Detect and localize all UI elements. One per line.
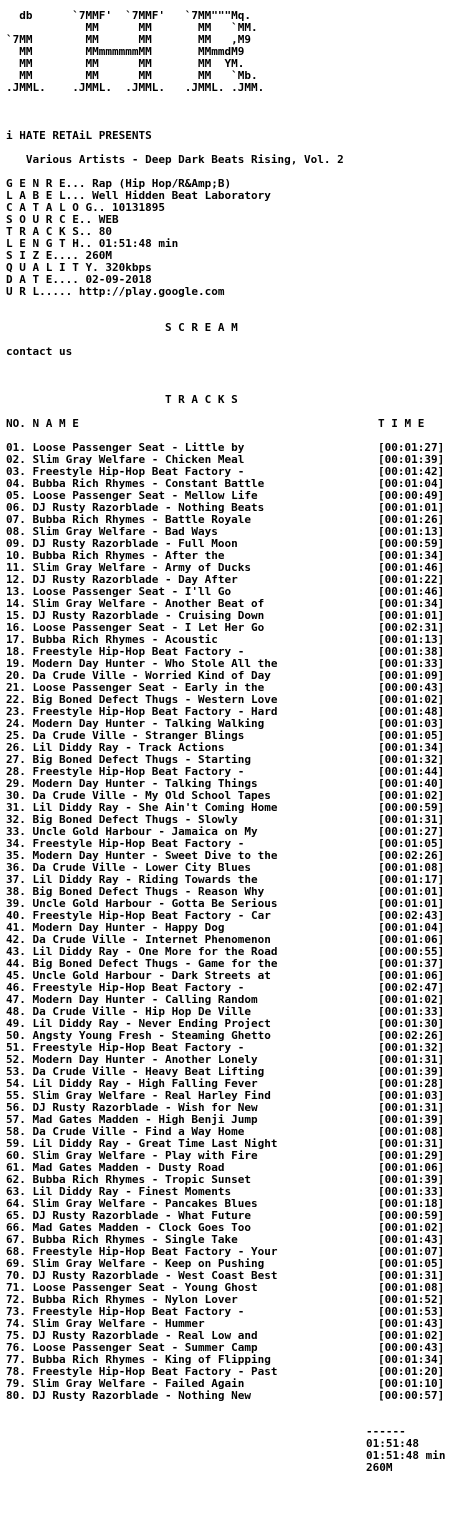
- track-time: [00:01:33]: [378, 1186, 445, 1198]
- track-time: [00:01:02]: [378, 994, 445, 1006]
- track-row: [6, 718, 472, 730]
- track-row: [6, 1246, 472, 1258]
- track-row: [6, 598, 472, 610]
- track-name: 56. DJ Rusty Razorblade - Wish for New: [6, 1102, 258, 1114]
- track-row: [6, 1030, 472, 1042]
- track-row: [6, 1114, 472, 1126]
- track-time: [00:01:48]: [378, 706, 445, 718]
- release-title: Various Artists - Deep Dark Beats Rising, Vol. 2: [6, 153, 344, 166]
- track-time: [00:01:05]: [378, 838, 445, 850]
- track-time: [00:01:04]: [378, 478, 445, 490]
- track-name: 68. Freestyle Hip-Hop Beat Factory - Your: [6, 1246, 278, 1258]
- track-time: [00:01:31]: [378, 814, 445, 826]
- track-row: [6, 574, 472, 586]
- track-name: 25. Da Crude Ville - Stranger Blings: [6, 730, 245, 742]
- track-row: [6, 658, 472, 670]
- track-time: [00:01:10]: [378, 1378, 445, 1390]
- track-row: [6, 922, 472, 934]
- track-name: 53. Da Crude Ville - Heavy Beat Lifting: [6, 1066, 265, 1078]
- track-time: [00:01:33]: [378, 1006, 445, 1018]
- track-time: [00:01:22]: [378, 574, 445, 586]
- track-time: [00:01:39]: [378, 1066, 445, 1078]
- total-size: 260M: [366, 1461, 393, 1474]
- track-row: [6, 1126, 472, 1138]
- track-name: 06. DJ Rusty Razorblade - Nothing Beats: [6, 502, 265, 514]
- track-row: [6, 994, 472, 1006]
- track-row: [6, 910, 472, 922]
- track-name: 48. Da Crude Ville - Hip Hop De Ville: [6, 1006, 252, 1018]
- column-time-header: T I M E: [378, 417, 425, 430]
- track-name: 31. Lil Diddy Ray - She Ain't Coming Home: [6, 802, 278, 814]
- track-row: [6, 1006, 472, 1018]
- track-row: [6, 1222, 472, 1234]
- track-name: 65. DJ Rusty Razorblade - What Future: [6, 1210, 252, 1222]
- track-row: [6, 526, 472, 538]
- track-row: [6, 1162, 472, 1174]
- track-time: [00:01:39]: [378, 1174, 445, 1186]
- totals: [6, 1426, 472, 1474]
- track-name: 02. Slim Gray Welfare - Chicken Meal: [6, 454, 245, 466]
- track-row: [6, 442, 472, 454]
- info-line: L A B E L... Well Hidden Beat Laboratory: [6, 189, 271, 202]
- info-line: C A T A L O G.. 10131895: [6, 201, 165, 214]
- ascii-logo-line: MM MM MM `MM.: [6, 21, 258, 34]
- track-name: 77. Bubba Rich Rhymes - King of Flipping: [6, 1354, 271, 1366]
- track-row: [6, 742, 472, 754]
- track-name: 28. Freestyle Hip-Hop Beat Factory -: [6, 766, 245, 778]
- track-row: [6, 1258, 472, 1270]
- info-line: D A T E.... 02-09-2018: [6, 273, 152, 286]
- track-row: [6, 1198, 472, 1210]
- track-row: [6, 1282, 472, 1294]
- track-time: [00:01:02]: [378, 790, 445, 802]
- track-time: [00:01:06]: [378, 1162, 445, 1174]
- track-time: [00:00:43]: [378, 1342, 445, 1354]
- track-time: [00:01:05]: [378, 730, 445, 742]
- info-line[interactable]: U R L..... http://play.google.com: [6, 285, 225, 298]
- track-name: 20. Da Crude Ville - Worried Kind of Day: [6, 670, 271, 682]
- track-name: 51. Freestyle Hip-Hop Beat Factory -: [6, 1042, 245, 1054]
- track-name: 04. Bubba Rich Rhymes - Constant Battle: [6, 478, 265, 490]
- track-row: [6, 622, 472, 634]
- track-time: [00:01:39]: [378, 454, 445, 466]
- track-time: [00:00:59]: [378, 1210, 445, 1222]
- track-row: [6, 538, 472, 550]
- track-row: [6, 634, 472, 646]
- track-time: [00:01:17]: [378, 874, 445, 886]
- track-time: [00:01:09]: [378, 670, 445, 682]
- track-row: [6, 1078, 472, 1090]
- track-row: [6, 670, 472, 682]
- track-name: 39. Uncle Gold Harbour - Gotta Be Serious: [6, 898, 278, 910]
- track-time: [00:02:43]: [378, 910, 445, 922]
- track-time: [00:01:43]: [378, 1318, 445, 1330]
- track-time: [00:00:57]: [378, 1390, 445, 1402]
- track-time: [00:01:43]: [378, 1234, 445, 1246]
- info-line: G E N R E... Rap (Hip Hop/R&Amp;B): [6, 177, 232, 190]
- track-name: 14. Slim Gray Welfare - Another Beat of: [6, 598, 265, 610]
- track-name: 66. Mad Gates Madden - Clock Goes Too: [6, 1222, 252, 1234]
- track-time: [00:01:33]: [378, 658, 445, 670]
- track-time: [00:01:34]: [378, 742, 445, 754]
- track-name: 78. Freestyle Hip-Hop Beat Factory - Past: [6, 1366, 278, 1378]
- track-time: [00:01:28]: [378, 1078, 445, 1090]
- track-time: [00:00:59]: [378, 802, 445, 814]
- track-name: 13. Loose Passenger Seat - I'll Go: [6, 586, 232, 598]
- track-time: [00:01:02]: [378, 1222, 445, 1234]
- track-name: 70. DJ Rusty Razorblade - West Coast Best: [6, 1270, 278, 1282]
- track-row: [6, 502, 472, 514]
- track-name: 72. Bubba Rich Rhymes - Nylon Lover: [6, 1294, 238, 1306]
- track-time: [00:01:05]: [378, 1258, 445, 1270]
- track-row: [6, 1210, 472, 1222]
- track-row: [6, 838, 472, 850]
- track-time: [00:01:02]: [378, 1330, 445, 1342]
- track-time: [00:01:08]: [378, 1126, 445, 1138]
- track-row: [6, 694, 472, 706]
- track-name: 26. Lil Diddy Ray - Track Actions: [6, 742, 225, 754]
- track-time: [00:01:01]: [378, 898, 445, 910]
- track-time: [00:01:31]: [378, 1102, 445, 1114]
- track-name: 41. Modern Day Hunter - Happy Dog: [6, 922, 225, 934]
- track-name: 23. Freestyle Hip-Hop Beat Factory - Hard: [6, 706, 278, 718]
- track-row: [6, 1342, 472, 1354]
- track-time: [00:01:08]: [378, 862, 445, 874]
- track-row: [6, 766, 472, 778]
- presents-line: i HATE RETAiL PRESENTS: [6, 129, 152, 142]
- track-row: [6, 1150, 472, 1162]
- track-row: [6, 898, 472, 910]
- track-row: [6, 466, 472, 478]
- track-time: [00:01:34]: [378, 550, 445, 562]
- track-time: [00:01:31]: [378, 1054, 445, 1066]
- track-row: [6, 1066, 472, 1078]
- track-row: [6, 790, 472, 802]
- track-name: 34. Freestyle Hip-Hop Beat Factory -: [6, 838, 245, 850]
- track-row: [6, 826, 472, 838]
- track-time: [00:01:34]: [378, 1354, 445, 1366]
- track-row: [6, 874, 472, 886]
- track-row: [6, 550, 472, 562]
- track-row: [6, 1354, 472, 1366]
- track-row: [6, 754, 472, 766]
- track-name: 75. DJ Rusty Razorblade - Real Low and: [6, 1330, 258, 1342]
- track-time: [00:02:26]: [378, 850, 445, 862]
- track-row: [6, 982, 472, 994]
- track-name: 59. Lil Diddy Ray - Great Time Last Night: [6, 1138, 278, 1150]
- track-row: [6, 1174, 472, 1186]
- track-time: [00:01:27]: [378, 442, 445, 454]
- track-row: [6, 1090, 472, 1102]
- track-row: [6, 454, 472, 466]
- track-time: [00:01:20]: [378, 1366, 445, 1378]
- ascii-logo-line: `7MM MM MM MM ,M9: [6, 33, 252, 46]
- track-name: 09. DJ Rusty Razorblade - Full Moon: [6, 538, 238, 550]
- track-name: 62. Bubba Rich Rhymes - Tropic Sunset: [6, 1174, 252, 1186]
- tracklist: [6, 442, 472, 1402]
- ascii-logo-line: MM MM MM MM `Mb.: [6, 69, 258, 82]
- track-row: [6, 682, 472, 694]
- track-row: [6, 490, 472, 502]
- track-time: [00:01:31]: [378, 1270, 445, 1282]
- track-time: [00:01:46]: [378, 586, 445, 598]
- track-row: [6, 706, 472, 718]
- track-name: 44. Big Boned Defect Thugs - Game for the: [6, 958, 278, 970]
- info-line: S O U R C E.. WEB: [6, 213, 119, 226]
- track-name: 42. Da Crude Ville - Internet Phenomenon: [6, 934, 271, 946]
- track-name: 29. Modern Day Hunter - Talking Things: [6, 778, 258, 790]
- track-time: [00:01:39]: [378, 1114, 445, 1126]
- track-name: 57. Mad Gates Madden - High Benji Jump: [6, 1114, 258, 1126]
- track-name: 01. Loose Passenger Seat - Little by: [6, 442, 245, 454]
- track-name: 40. Freestyle Hip-Hop Beat Factory - Car: [6, 910, 271, 922]
- track-time: [00:01:08]: [378, 1282, 445, 1294]
- track-name: 74. Slim Gray Welfare - Hummer: [6, 1318, 205, 1330]
- track-time: [00:01:40]: [378, 778, 445, 790]
- track-time: [00:01:02]: [378, 694, 445, 706]
- track-row: [6, 730, 472, 742]
- ascii-logo-line: MM MM MM MM YM.: [6, 57, 245, 70]
- track-time: [00:02:47]: [378, 982, 445, 994]
- ascii-logo-line: MM MMmmmmmmMM MMmmdM9: [6, 45, 245, 58]
- track-name: 76. Loose Passenger Seat - Summer Camp: [6, 1342, 258, 1354]
- track-name: 50. Angsty Young Fresh - Steaming Ghetto: [6, 1030, 271, 1042]
- track-row: [6, 1102, 472, 1114]
- track-row: [6, 1042, 472, 1054]
- track-time: [00:00:59]: [378, 538, 445, 550]
- track-name: 58. Da Crude Ville - Find a Way Home: [6, 1126, 245, 1138]
- column-name-header: NO. N A M E: [6, 417, 79, 430]
- track-name: 67. Bubba Rich Rhymes - Single Take: [6, 1234, 238, 1246]
- track-name: 33. Uncle Gold Harbour - Jamaica on My: [6, 826, 258, 838]
- track-time: [00:01:27]: [378, 826, 445, 838]
- track-name: 52. Modern Day Hunter - Another Lonely: [6, 1054, 258, 1066]
- track-row: [6, 862, 472, 874]
- track-row: [6, 1054, 472, 1066]
- track-name: 49. Lil Diddy Ray - Never Ending Project: [6, 1018, 271, 1030]
- info-line: L E N G T H.. 01:51:48 min: [6, 237, 179, 250]
- ascii-logo: [6, 10, 472, 94]
- track-name: 30. Da Crude Ville - My Old School Tapes: [6, 790, 271, 802]
- total-length: 01:51:48 min: [366, 1449, 446, 1462]
- track-row: [6, 1330, 472, 1342]
- track-name: 64. Slim Gray Welfare - Pancakes Blues: [6, 1198, 258, 1210]
- track-row: [6, 1390, 472, 1402]
- track-time: [00:01:13]: [378, 526, 445, 538]
- track-name: 79. Slim Gray Welfare - Failed Again: [6, 1378, 245, 1390]
- track-time: [00:01:37]: [378, 958, 445, 970]
- track-row: [6, 850, 472, 862]
- track-time: [00:01:01]: [378, 886, 445, 898]
- scream-heading: S C R E A M: [6, 321, 238, 334]
- track-row: [6, 958, 472, 970]
- track-name: 12. DJ Rusty Razorblade - Day After: [6, 574, 238, 586]
- totals-separator: ------: [366, 1425, 406, 1438]
- track-name: 54. Lil Diddy Ray - High Falling Fever: [6, 1078, 258, 1090]
- track-time: [00:01:29]: [378, 1150, 445, 1162]
- track-name: 60. Slim Gray Welfare - Play with Fire: [6, 1150, 258, 1162]
- track-name: 11. Slim Gray Welfare - Army of Ducks: [6, 562, 252, 574]
- track-time: [00:02:31]: [378, 622, 445, 634]
- track-time: [00:02:26]: [378, 1030, 445, 1042]
- track-row: [6, 1378, 472, 1390]
- track-name: 22. Big Boned Defect Thugs - Western Love: [6, 694, 278, 706]
- track-name: 43. Lil Diddy Ray - One More for the Road: [6, 946, 278, 958]
- track-name: 18. Freestyle Hip-Hop Beat Factory -: [6, 646, 245, 658]
- track-row: [6, 1270, 472, 1282]
- track-row: [6, 1294, 472, 1306]
- track-time: [00:01:38]: [378, 646, 445, 658]
- track-time: [00:01:04]: [378, 922, 445, 934]
- track-row: [6, 586, 472, 598]
- track-time: [00:01:30]: [378, 1018, 445, 1030]
- track-time: [00:01:34]: [378, 598, 445, 610]
- track-row: [6, 934, 472, 946]
- track-row: [6, 478, 472, 490]
- ascii-logo-line: db `7MMF' `7MMF' `7MM"""Mq.: [6, 9, 252, 22]
- track-time: [00:01:26]: [378, 514, 445, 526]
- track-name: 10. Bubba Rich Rhymes - After the: [6, 550, 225, 562]
- track-time: [00:01:03]: [378, 718, 445, 730]
- track-name: 21. Loose Passenger Seat - Early in the: [6, 682, 265, 694]
- track-row: [6, 562, 472, 574]
- track-name: 45. Uncle Gold Harbour - Dark Streets at: [6, 970, 271, 982]
- track-time: [00:01:32]: [378, 754, 445, 766]
- track-time: [00:01:46]: [378, 562, 445, 574]
- track-row: [6, 1366, 472, 1378]
- track-name: 03. Freestyle Hip-Hop Beat Factory -: [6, 466, 245, 478]
- track-name: 08. Slim Gray Welfare - Bad Ways: [6, 526, 218, 538]
- track-name: 32. Big Boned Defect Thugs - Slowly: [6, 814, 238, 826]
- track-row: [6, 778, 472, 790]
- track-name: 46. Freestyle Hip-Hop Beat Factory -: [6, 982, 245, 994]
- track-name: 71. Loose Passenger Seat - Young Ghost: [6, 1282, 258, 1294]
- track-name: 63. Lil Diddy Ray - Finest Moments: [6, 1186, 232, 1198]
- track-row: [6, 886, 472, 898]
- track-time: [00:01:03]: [378, 1090, 445, 1102]
- track-name: 47. Modern Day Hunter - Calling Random: [6, 994, 258, 1006]
- track-name: 35. Modern Day Hunter - Sweet Dive to the: [6, 850, 278, 862]
- track-row: [6, 1018, 472, 1030]
- track-time: [00:01:06]: [378, 970, 445, 982]
- track-row: [6, 610, 472, 622]
- info-line: S I Z E.... 260M: [6, 249, 112, 262]
- track-name: 36. Da Crude Ville - Lower City Blues: [6, 862, 252, 874]
- ascii-logo-line: .JMML. .JMML. .JMML. .JMML. .JMM.: [6, 81, 265, 94]
- track-name: 73. Freestyle Hip-Hop Beat Factory -: [6, 1306, 245, 1318]
- track-name: 16. Loose Passenger Seat - I Let Her Go: [6, 622, 265, 634]
- track-time: [00:01:01]: [378, 610, 445, 622]
- track-time: [00:01:13]: [378, 634, 445, 646]
- track-row: [6, 814, 472, 826]
- track-time: [00:01:53]: [378, 1306, 445, 1318]
- track-name: 69. Slim Gray Welfare - Keep on Pushing: [6, 1258, 265, 1270]
- track-row: [6, 970, 472, 982]
- track-name: 05. Loose Passenger Seat - Mellow Life: [6, 490, 258, 502]
- track-time: [00:01:01]: [378, 502, 445, 514]
- track-row: [6, 1318, 472, 1330]
- track-row: [6, 1306, 472, 1318]
- track-time: [00:01:07]: [378, 1246, 445, 1258]
- track-time: [00:01:52]: [378, 1294, 445, 1306]
- track-name: 17. Bubba Rich Rhymes - Acoustic: [6, 634, 218, 646]
- track-time: [00:00:43]: [378, 682, 445, 694]
- track-name: 07. Bubba Rich Rhymes - Battle Royale: [6, 514, 252, 526]
- track-name: 37. Lil Diddy Ray - Riding Towards the: [6, 874, 258, 886]
- contact-link[interactable]: contact us: [6, 345, 73, 358]
- info-line: T R A C K S.. 80: [6, 225, 112, 238]
- track-row: [6, 1186, 472, 1198]
- track-time: [00:01:44]: [378, 766, 445, 778]
- track-time: [00:01:32]: [378, 1042, 445, 1054]
- track-time: [00:00:49]: [378, 490, 445, 502]
- tracks-heading: T R A C K S: [6, 393, 238, 406]
- track-row: [6, 946, 472, 958]
- track-time: [00:01:18]: [378, 1198, 445, 1210]
- track-time: [00:01:31]: [378, 1138, 445, 1150]
- track-time: [00:00:55]: [378, 946, 445, 958]
- track-name: 15. DJ Rusty Razorblade - Cruising Down: [6, 610, 265, 622]
- track-name: 38. Big Boned Defect Thugs - Reason Why: [6, 886, 265, 898]
- track-name: 80. DJ Rusty Razorblade - Nothing New: [6, 1390, 252, 1402]
- track-name: 19. Modern Day Hunter - Who Stole All the: [6, 658, 278, 670]
- track-row: [6, 646, 472, 658]
- track-row: [6, 802, 472, 814]
- tracklist-header: [6, 418, 472, 430]
- track-name: 24. Modern Day Hunter - Talking Walking: [6, 718, 265, 730]
- track-name: 27. Big Boned Defect Thugs - Starting: [6, 754, 252, 766]
- track-name: 55. Slim Gray Welfare - Real Harley Find: [6, 1090, 271, 1102]
- total-time: 01:51:48: [366, 1437, 419, 1450]
- info-line: Q U A L I T Y. 320kbps: [6, 261, 152, 274]
- track-row: [6, 1234, 472, 1246]
- track-time: [00:01:42]: [378, 466, 445, 478]
- track-name: 61. Mad Gates Madden - Dusty Road: [6, 1162, 225, 1174]
- track-row: [6, 514, 472, 526]
- track-row: [6, 1138, 472, 1150]
- track-time: [00:01:06]: [378, 934, 445, 946]
- release-info: [6, 178, 472, 298]
